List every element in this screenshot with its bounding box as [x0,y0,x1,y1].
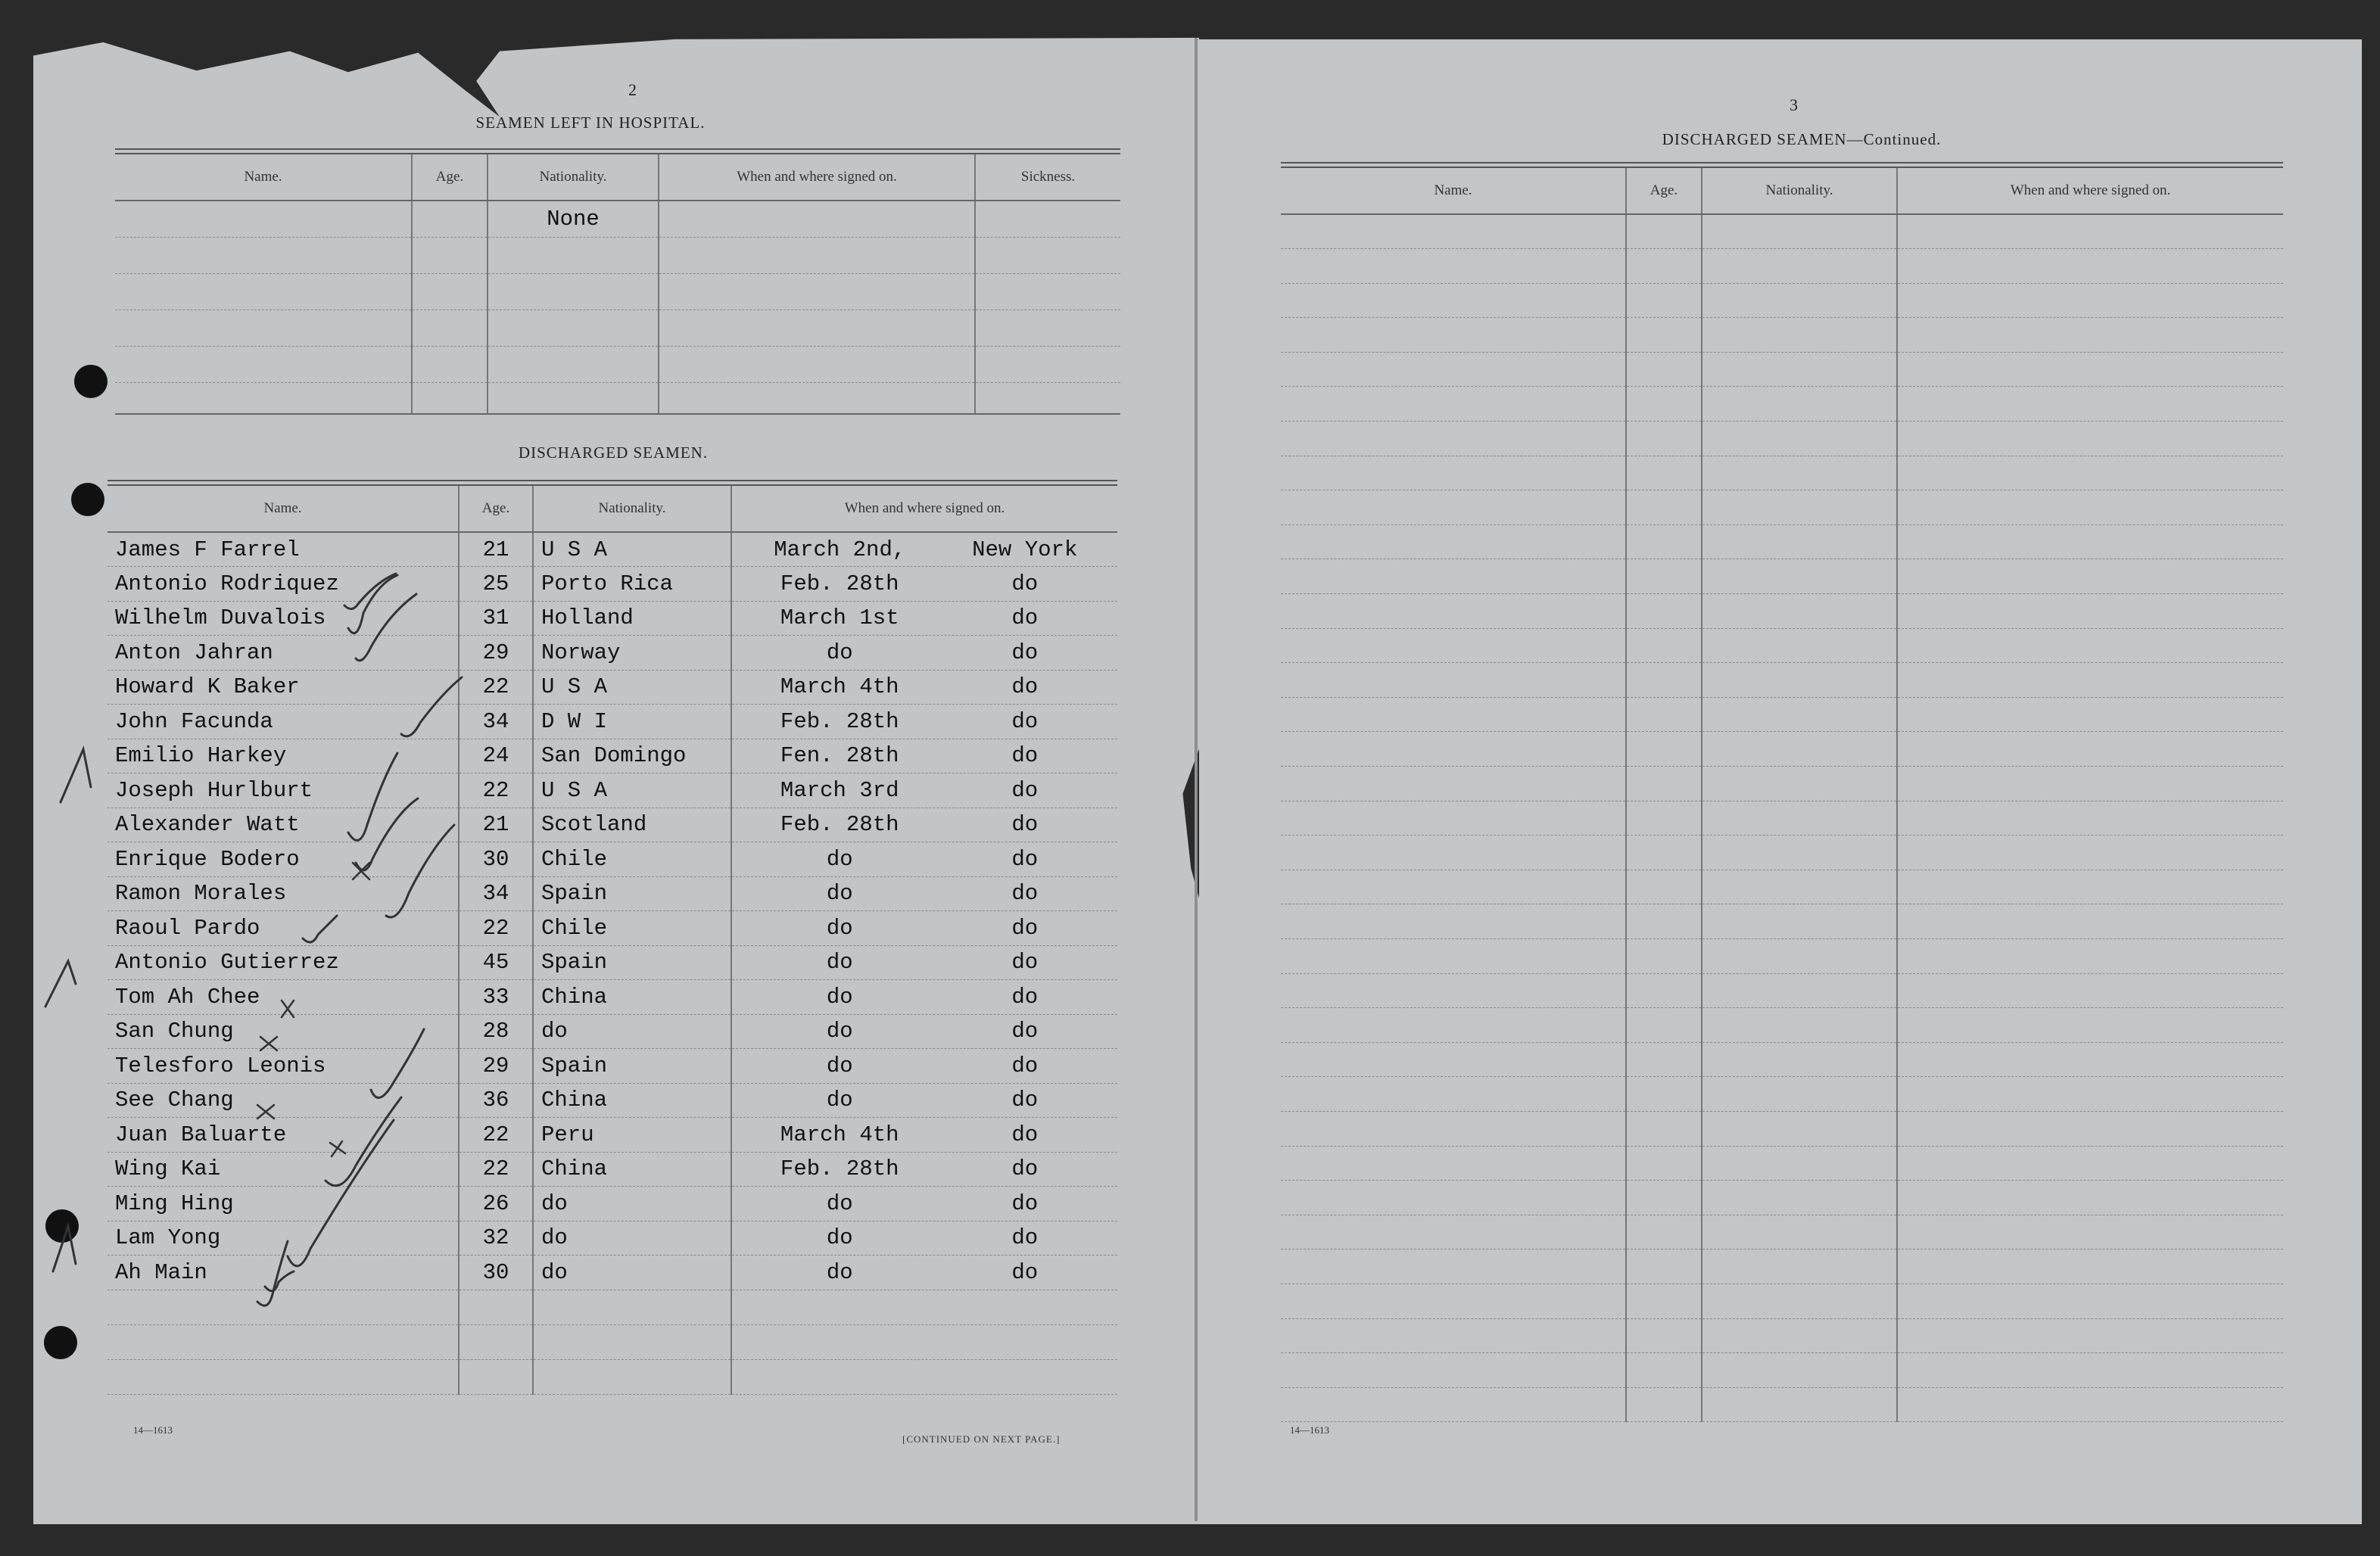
empty-row [1281,1181,2283,1215]
header-signed-on: When and where signed on. [1897,168,2283,214]
seaman-age: 34 [459,876,533,911]
seaman-nationality: U S A [533,773,731,808]
seaman-age: 32 [459,1221,533,1256]
empty-row [1281,1146,2283,1181]
discharged-continued-table [1281,168,2283,1422]
signed-on-when: March 3rd [780,777,899,803]
seaman-age: 21 [459,532,533,567]
empty-row [1281,870,2283,904]
seaman-age: 31 [459,601,533,636]
signed-on-when: do [826,1259,853,1285]
empty-row [1281,1042,2283,1077]
signed-on-when: do [826,1019,853,1044]
x-mark [353,863,369,879]
x-mark [260,1037,277,1050]
seaman-name: Antonio Gutierrez [107,945,459,980]
signed-on-where: do [1011,1019,1039,1044]
signed-on-when: do [826,640,853,665]
signed-on-when: March 4th [780,674,899,700]
check-mark [356,594,416,661]
header-nationality: Nationality. [1702,168,1897,214]
empty-row [1281,1284,2283,1318]
check-mark [257,1241,288,1305]
seaman-name: John Facunda [107,705,459,739]
seaman-age: 30 [459,1256,533,1290]
seaman-name: Wing Kai [107,1152,459,1187]
empty-row [1281,1318,2283,1353]
seaman-age: 45 [459,945,533,980]
signed-on-where: do [1011,571,1039,596]
seaman-name: Lam Yong [107,1221,459,1256]
signed-on-when: do [826,1053,853,1078]
signed-on-where: do [1011,1190,1039,1216]
empty-row [1281,524,2283,559]
seaman-age: 22 [459,1118,533,1153]
seaman-name: Ming Hing [107,1187,459,1221]
seaman-age: 22 [459,911,533,946]
signed-on-where: do [1011,708,1039,734]
signed-on-where: do [1011,812,1039,838]
check-mark [401,677,462,736]
seaman-age: 22 [459,1152,533,1187]
seaman-name: San Chung [107,1014,459,1049]
continued-rows [1281,214,2283,1422]
seaman-age: 24 [459,739,533,773]
seaman-age: 34 [459,705,533,739]
continued-note: [CONTINUED ON NEXT PAGE.] [902,1433,1061,1445]
empty-row [1281,1387,2283,1422]
empty-row [1281,628,2283,663]
header-nationality: Nationality. [488,154,659,201]
seaman-nationality: Spain [533,1049,731,1084]
empty-row [1281,697,2283,732]
seaman-age: 30 [459,842,533,877]
signed-on-where: do [1011,1122,1039,1147]
form-number: 14—1613 [1290,1424,1329,1436]
continued-header-row [1281,168,2283,214]
seaman-nationality: Scotland [533,808,731,842]
header-nationality: Nationality. [533,486,731,532]
header-signed-on: When and where signed on. [731,486,1117,532]
hospital-title: SEAMEN LEFT IN HOSPITAL. [475,114,706,132]
signed-on-where: do [1011,984,1039,1010]
header-signed-on: When and where signed on. [659,154,975,201]
tally-mark [61,749,91,802]
signed-on-where: do [1011,950,1039,976]
empty-row [1281,594,2283,629]
signed-on-when: do [826,1088,853,1113]
signed-on-when: Feb. 28th [780,708,899,734]
tally-mark [45,961,76,1007]
signed-on-where: do [1011,1259,1039,1285]
signed-on-where: do [1011,881,1039,907]
signed-on-where: do [1011,674,1039,700]
header-age: Age. [412,154,488,201]
empty-row [1281,732,2283,767]
empty-row [1281,1111,2283,1146]
seaman-nationality: Peru [533,1118,731,1153]
empty-row [1281,283,2283,318]
seaman-nationality: D W I [533,705,731,739]
header-name: Name. [1281,168,1626,214]
seaman-nationality: San Domingo [533,739,731,773]
seaman-nationality: China [533,980,731,1015]
seaman-name: Raoul Pardo [107,911,459,946]
empty-row [1281,318,2283,353]
seaman-age: 29 [459,1049,533,1084]
seaman-nationality: Norway [533,636,731,671]
discharged-title: DISCHARGED SEAMEN. [518,443,709,462]
seaman-nationality: Chile [533,842,731,877]
x-mark [282,1001,294,1017]
empty-row [1281,422,2283,456]
seaman-age: 22 [459,670,533,705]
signed-on-when: do [826,915,853,941]
tally-mark [53,1226,76,1271]
seaman-name: Juan Baluarte [107,1118,459,1153]
seaman-nationality: do [533,1221,731,1256]
header-name: Name. [115,154,412,201]
signed-on-when: do [826,1190,853,1216]
empty-row [1281,352,2283,387]
signed-on-where: do [1011,915,1039,941]
signed-on-where: New York [972,537,1078,562]
empty-row [1281,904,2283,939]
seaman-age: 22 [459,773,533,808]
empty-row [1281,559,2283,594]
empty-row [1281,1215,2283,1249]
check-mark [326,1097,401,1186]
seaman-nationality: Porto Rica [533,567,731,602]
hospital-entry-none: None [488,201,659,237]
seaman-name: Enrique Bodero [107,842,459,877]
seaman-name: Wilhelm Duvalois [107,601,459,636]
signed-on-where: do [1011,605,1039,631]
seaman-nationality: do [533,1014,731,1049]
signed-on-when: do [826,846,853,872]
seaman-nationality: U S A [533,670,731,705]
signed-on-where: do [1011,743,1039,769]
empty-row [1281,1077,2283,1112]
seaman-nationality: do [533,1256,731,1290]
check-mark [344,574,396,609]
signed-on-when: do [826,950,853,976]
seaman-name: Emilio Harkey [107,739,459,773]
signed-on-when: March 4th [780,1122,899,1147]
seaman-name: Antonio Rodriquez [107,567,459,602]
check-mark [371,1029,424,1097]
form-number: 14—1613 [133,1424,173,1436]
signed-on-where: do [1011,1225,1039,1251]
seaman-name: Tom Ah Chee [107,980,459,1015]
signed-on-where: do [1011,1156,1039,1182]
seaman-age: 26 [459,1187,533,1221]
seaman-nationality: Spain [533,876,731,911]
signed-on-where: do [1011,640,1039,665]
signed-on-when: do [826,1225,853,1251]
empty-row [1281,1249,2283,1284]
signed-on-where: do [1011,846,1039,872]
signed-on-when: do [826,881,853,907]
rule [1281,162,2283,168]
seaman-nationality: China [533,1152,731,1187]
seaman-nationality: China [533,1083,731,1118]
empty-row [1281,973,2283,1008]
seaman-name: Joseph Hurlburt [107,773,459,808]
signed-on-when: Feb. 28th [780,1156,899,1182]
seaman-name: James F Farrel [107,532,459,567]
seaman-age: 21 [459,808,533,842]
seaman-nationality: Holland [533,601,731,636]
signed-on-where: do [1011,777,1039,803]
empty-row [1281,836,2283,870]
seaman-age: 33 [459,980,533,1015]
check-mark [303,916,337,942]
header-sickness: Sickness. [975,154,1120,201]
discharged-continued-title: DISCHARGED SEAMEN—Continued. [1662,130,1942,148]
seaman-nationality: Spain [533,945,731,980]
seaman-name: Ramon Morales [107,876,459,911]
seaman-name: Howard K Baker [107,670,459,705]
header-name: Name. [107,486,459,532]
seaman-age: 25 [459,567,533,602]
seaman-age: 36 [459,1083,533,1118]
signed-on-where: do [1011,1053,1039,1078]
empty-row [1281,456,2283,490]
header-age: Age. [1626,168,1702,214]
signed-on-when: Fen. 28th [780,743,899,769]
check-mark [265,1271,294,1291]
signed-on-when: Feb. 28th [780,571,899,596]
empty-row [1281,938,2283,973]
seaman-age: 29 [459,636,533,671]
signed-on-where: do [1011,1088,1039,1113]
seaman-name: Telesforo Leonis [107,1049,459,1084]
check-mark [356,798,418,870]
seaman-nationality: do [533,1187,731,1221]
seaman-nationality: U S A [533,532,731,567]
empty-row [1281,663,2283,698]
x-mark [330,1141,345,1156]
seaman-name: Alexander Watt [107,808,459,842]
signed-on-when: do [826,984,853,1010]
seaman-name: Anton Jahran [107,636,459,671]
check-mark [348,575,397,633]
x-mark [257,1105,274,1119]
empty-row [1281,1008,2283,1043]
empty-row [1281,249,2283,284]
empty-row [1281,214,2283,249]
signed-on-when: Feb. 28th [780,812,899,838]
seaman-nationality: Chile [533,911,731,946]
header-age: Age. [459,486,533,532]
seaman-name: See Chang [107,1083,459,1118]
seaman-name: Ah Main [107,1256,459,1290]
empty-row [1281,490,2283,525]
page-number: 3 [1790,95,1798,114]
empty-row [1281,387,2283,422]
empty-row [1281,801,2283,836]
signed-on-when: March 2nd, [774,537,906,562]
page-number: 2 [628,80,637,99]
empty-row [1281,767,2283,801]
seaman-age: 28 [459,1014,533,1049]
signed-on-when: March 1st [780,605,899,631]
empty-row [1281,1353,2283,1388]
check-mark [386,825,454,917]
